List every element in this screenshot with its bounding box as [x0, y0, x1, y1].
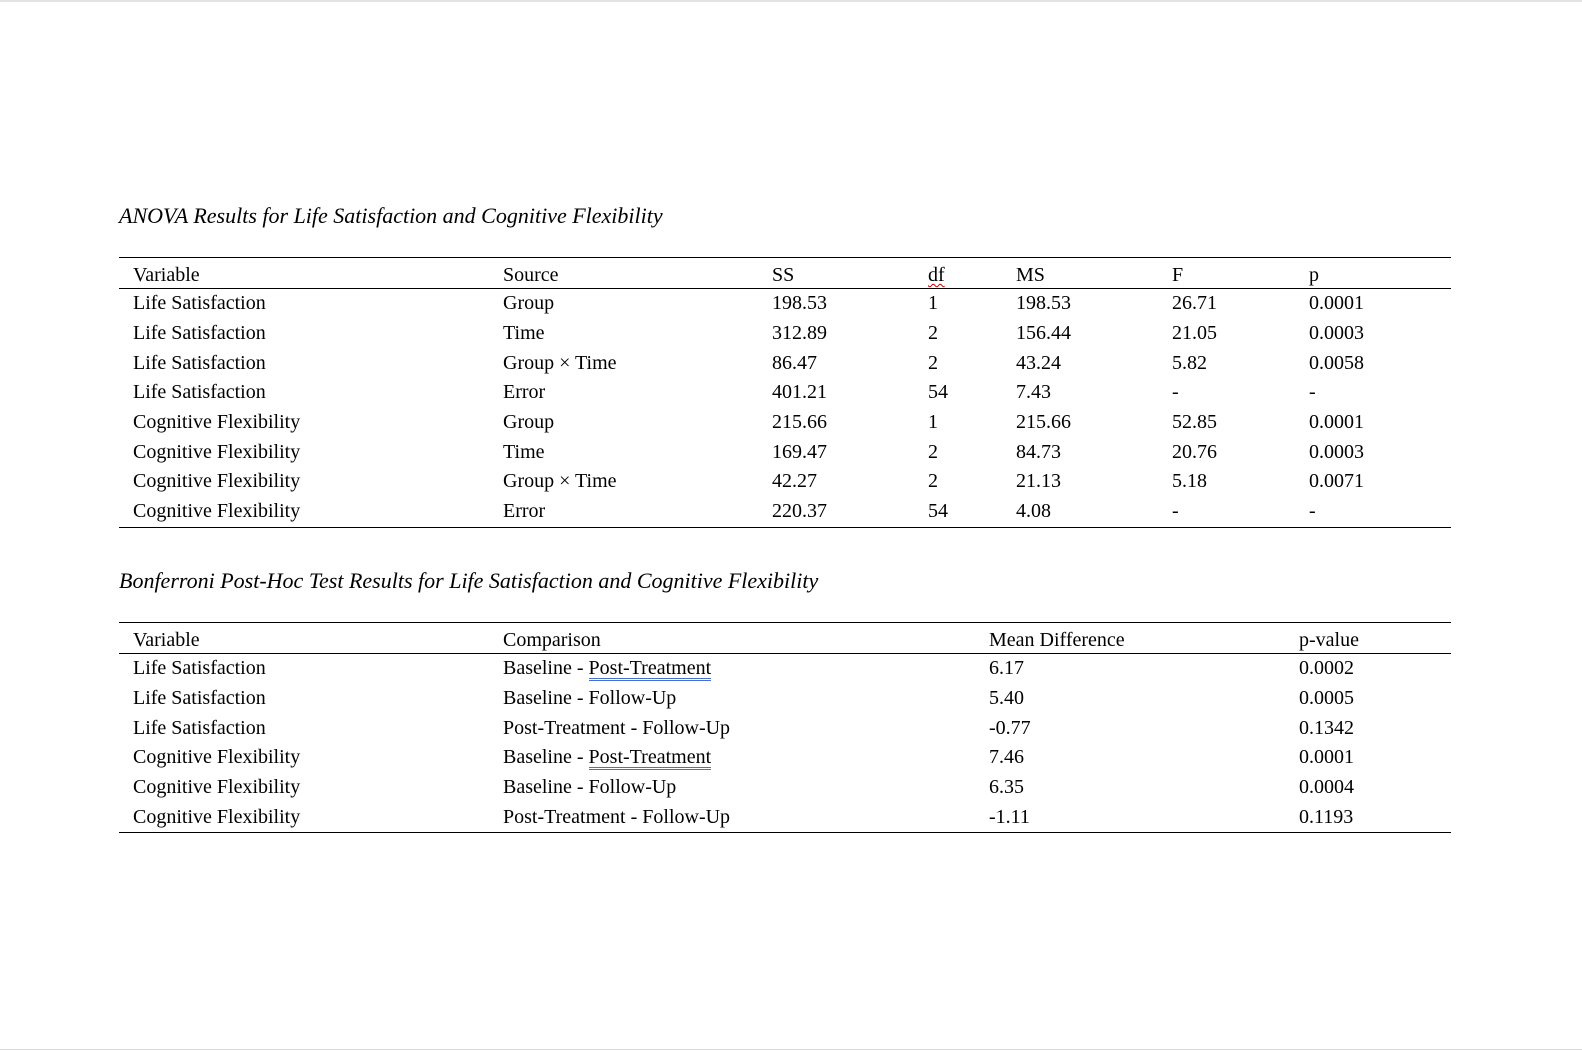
cell-p: 0.0003 — [1309, 322, 1364, 345]
cell-df: 1 — [928, 411, 938, 434]
cell-source: Group × Time — [503, 470, 617, 493]
cell-f: 21.05 — [1172, 322, 1217, 345]
cell-mean-difference: 6.17 — [989, 657, 1024, 680]
bonferroni-header-row — [119, 623, 1451, 654]
cell-f: - — [1158, 497, 1295, 527]
comparison-prefix: Baseline - — [503, 746, 589, 769]
grammar-flagged-text: Post-Treatment — [588, 657, 712, 680]
cell-p-value: 0.0002 — [1299, 657, 1354, 680]
cell-comparison: Baseline - Follow-Up — [503, 687, 677, 710]
cell-variable: Cognitive Flexibility — [133, 776, 301, 799]
cell-variable: Cognitive Flexibility — [133, 470, 301, 493]
anova-table — [119, 257, 1451, 528]
cell-f: 52.85 — [1172, 411, 1217, 434]
cell-comparison: Baseline - Follow-Up — [503, 776, 677, 799]
cell-variable: Life Satisfaction — [133, 322, 266, 345]
table-row — [119, 713, 1451, 743]
cell-f: 26.71 — [1172, 292, 1217, 315]
cell-mean-difference: 6.35 — [989, 776, 1024, 799]
anova-header-ms: MS — [1002, 258, 1158, 289]
cell-ms: 84.73 — [1016, 440, 1061, 463]
bonferroni-header-mean-difference: Mean Difference — [975, 623, 1285, 654]
cell-f: 20.76 — [1172, 440, 1217, 463]
cell-mean-difference: 5.40 — [989, 687, 1024, 710]
anova-header-df — [914, 258, 1002, 289]
cell-ss: 312.89 — [772, 322, 827, 345]
cell-ss: 169.47 — [772, 440, 827, 463]
anova-header-ss: SS — [758, 258, 914, 289]
cell-ss: 401.21 — [772, 381, 827, 404]
table-row — [119, 378, 1451, 408]
cell-df: 1 — [928, 292, 938, 315]
cell-p: 0.0003 — [1309, 440, 1364, 463]
table-row — [119, 348, 1451, 378]
cell-f: 5.82 — [1172, 351, 1207, 374]
cell-variable: Cognitive Flexibility — [119, 497, 489, 527]
cell-source: Group × Time — [503, 351, 617, 374]
cell-ss: 86.47 — [772, 351, 817, 374]
cell-ms: 7.43 — [1016, 381, 1051, 404]
cell-ss: 220.37 — [758, 497, 914, 527]
cell-variable: Life Satisfaction — [133, 687, 266, 710]
cell-mean-difference: -0.77 — [989, 716, 1031, 739]
cell-df: 54 — [928, 381, 948, 404]
cell-ss: 215.66 — [772, 411, 827, 434]
cell-variable: Cognitive Flexibility — [133, 746, 301, 769]
cell-p-value: 0.0005 — [1299, 687, 1354, 710]
cell-source: Error — [489, 497, 758, 527]
cell-variable: Life Satisfaction — [133, 351, 266, 374]
cell-p: 0.0001 — [1309, 292, 1364, 315]
cell-df: 2 — [928, 470, 938, 493]
cell-variable: Cognitive Flexibility — [133, 411, 301, 434]
cell-ms: 156.44 — [1016, 322, 1071, 345]
bonferroni-header-comparison: Comparison — [489, 623, 975, 654]
cell-source: Group — [503, 292, 555, 315]
table-row — [119, 437, 1451, 467]
bonferroni-header-p-value: p-value — [1285, 623, 1451, 654]
cell-ms: 198.53 — [1016, 292, 1071, 315]
cell-source: Time — [503, 322, 545, 345]
cell-f: - — [1172, 381, 1179, 404]
cell-df: 2 — [928, 351, 938, 374]
cell-variable: Cognitive Flexibility — [133, 440, 301, 463]
cell-p-value: 0.0004 — [1299, 776, 1354, 799]
cell-ms: 43.24 — [1016, 351, 1061, 374]
cell-p-value: 0.1342 — [1299, 716, 1354, 739]
cell-comparison — [489, 654, 975, 684]
cell-source: Error — [503, 381, 546, 404]
cell-variable: Life Satisfaction — [133, 716, 266, 739]
cell-ms: 215.66 — [1016, 411, 1071, 434]
cell-source: Group — [503, 411, 555, 434]
cell-p-value: 0.1193 — [1285, 802, 1451, 832]
cell-f: 5.18 — [1172, 470, 1207, 493]
cell-p: 0.0058 — [1309, 351, 1364, 374]
table-row — [119, 289, 1451, 319]
cell-p: 0.0001 — [1309, 411, 1364, 434]
bonferroni-table-caption: Bonferroni Post-Hoc Test Results for Life Satisfaction and Cognitive Flexibility — [119, 568, 819, 593]
cell-variable: Life Satisfaction — [133, 292, 266, 315]
cell-df: 2 — [928, 440, 938, 463]
anova-header-source: Source — [489, 258, 758, 289]
cell-comparison: Post-Treatment - Follow-Up — [503, 716, 731, 739]
anova-header-df-text: df — [928, 264, 945, 286]
table-row — [119, 497, 1451, 527]
cell-df: 2 — [928, 322, 938, 345]
cell-ss: 198.53 — [772, 292, 827, 315]
grammar-flagged-text: Post-Treatment — [588, 746, 712, 769]
anova-header-variable: Variable — [119, 258, 489, 289]
anova-header-row — [119, 258, 1451, 289]
table-row — [119, 773, 1451, 803]
cell-variable: Life Satisfaction — [133, 381, 266, 404]
cell-p: 0.0071 — [1309, 470, 1364, 493]
table-row — [119, 743, 1451, 773]
cell-df: 54 — [914, 497, 1002, 527]
bonferroni-header-variable: Variable — [119, 623, 489, 654]
cell-mean-difference: 7.46 — [989, 746, 1024, 769]
cell-comparison — [489, 743, 975, 773]
cell-p: - — [1309, 381, 1316, 404]
comparison-prefix: Baseline - — [503, 657, 589, 680]
cell-mean-difference: -1.11 — [975, 802, 1285, 832]
cell-source: Time — [503, 440, 545, 463]
anova-table-caption: ANOVA Results for Life Satisfaction and Cognitive Flexibility — [119, 203, 663, 228]
anova-header-p: p — [1295, 258, 1451, 289]
cell-ms: 4.08 — [1002, 497, 1158, 527]
table-row — [119, 467, 1451, 497]
cell-p-value: 0.0001 — [1299, 746, 1354, 769]
table-row — [119, 684, 1451, 714]
table-row — [119, 654, 1451, 684]
cell-ss: 42.27 — [772, 470, 817, 493]
table-row — [119, 408, 1451, 438]
table-row — [119, 802, 1451, 832]
bonferroni-table — [119, 622, 1451, 833]
page-bottom-border — [0, 1049, 1582, 1050]
table-row — [119, 319, 1451, 349]
cell-ms: 21.13 — [1016, 470, 1061, 493]
page-top-border — [0, 0, 1582, 2]
cell-comparison: Post-Treatment - Follow-Up — [489, 802, 975, 832]
anova-header-f: F — [1158, 258, 1295, 289]
cell-p: - — [1295, 497, 1451, 527]
cell-variable: Cognitive Flexibility — [119, 802, 489, 832]
cell-variable: Life Satisfaction — [133, 657, 266, 680]
